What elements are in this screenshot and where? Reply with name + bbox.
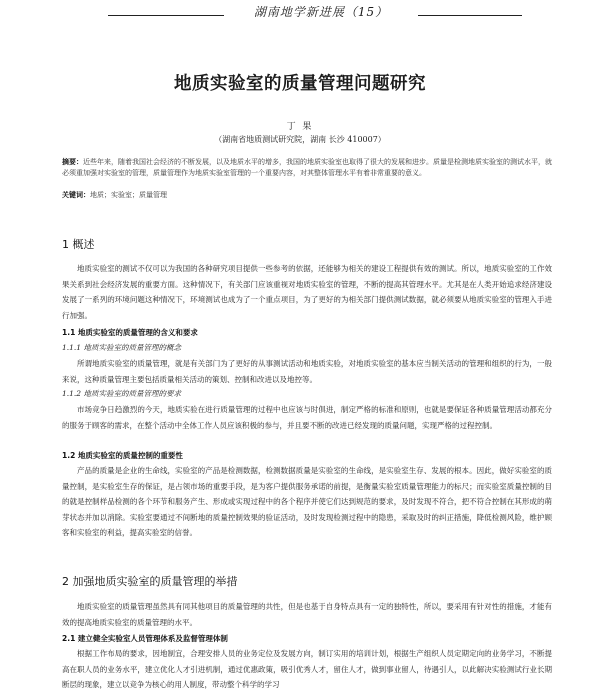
subsubsection-heading-1-1-1: 1.1.1 地质实验室的质量管理的概念 [62,343,181,352]
section-2-paragraph: 地质实验室的质量管理虽然具有同其他项目的质量管理的共性，但是也基于自身特点具有一定的独特性，所以，要采用有针对性的措施，才能有效的提高地质实验室的质量管理的水平。 [62,602,552,627]
abstract-text: 近些年来，随着我国社会经济的不断发展，以及地质水平的增多，我国的地质实验室也取得了很大的发展和进步。质量是检测地质实验室的测试水平，就必须重加强对实验室的管理，质量管理作为地质实验室管理的一个重要内容，对其整体管理水平有着非常重要的意义。 [62,158,552,177]
keywords-label: 关键词： [62,191,90,199]
subsubsection-heading-1-1-2: 1.1.2 地质实验室的质量管理的要求 [62,389,181,398]
header-rule-right [418,15,522,16]
subsection-1-2-paragraph: 产品的质量是企业的生命线，实验室的产品是检测数据，检测数据质量是实验室的生命线，是实验室生存、发展的根本。因此，做好实验室的质量控制，是实验室生存的保证，是占领市场的重要手段，是为客户提供服务承诺的前提，是衡量实验室质量管理能力的标尺；而实验室质量控制的目的就是控制样品检测的各个环节和服务产生、形成或实现过程中的各个程序并使它们达到规范的要求，及时发现不符合，把不符合控制在其形成的萌芽状态并加以消除。实验室要通过不间断地的质量控制效果的验证活动，及时发现检测过程中的隐患，采取及时的纠正措施，降低检测风险，维护顾客和实验室的利益，提高实验室的信誉。 [62,466,552,538]
abstract-label: 摘要： [62,158,83,166]
section-heading-2: 2 加强地质实验室的质量管理的举措 [62,575,238,588]
subsection-2-1-paragraph: 根据工作布局的要求，因地制宜，合理安排人员的业务定位及发展方向，制订实用的培训计划，根据生产组织人员定期定向的业务学习，不断提高在职人员的业务水平，建立优化人才引进机制，通过优惠政策，吸引优秀人才，留住人才，做到事业留人，待遇引人，以此解决实验测试行业长期断层的现象，建立以竞争为核心的用人制度，带动整个科学的学习 [62,649,552,690]
keywords-text: 地质；实验室；质量管理 [90,191,167,199]
author-name: 丁 果 [286,122,314,132]
author-affiliation: （湖南省地质测试研究院，湖南 长沙 410007） [214,135,386,144]
keywords [62,190,552,201]
section-heading-1: 1 概述 [62,238,95,251]
subsection-heading-1-1: 1.1 地质实验室的质量管理的含义和要求 [62,328,198,337]
running-header [0,0,600,22]
subsection-heading-1-2: 1.2 地质实验室的质量控制的重要性 [62,451,183,460]
journal-name: 湖南地学新进展（15） [253,5,389,19]
paper-title: 地质实验室的质量管理问题研究 [174,74,426,94]
header-rule-left [108,15,224,16]
abstract [62,157,552,179]
subsubsection-1-1-1-paragraph: 所谓地质实验室的质量管理，就是有关部门为了更好的从事测试活动和地质实验，对地质实验室的基本应当制关活动的管理和组织的行为，一般来说，这种质量管理主要包括质量相关活动的策划、控制和改进以及地控等。 [62,359,552,384]
subsubsection-1-1-2-paragraph: 市场竞争日趋激烈的今天，地质实验在进行质量管理的过程中也应该与时俱进，制定严格的标准和原则，也就是要保证各种质量管理活动都充分的服务于顾客的需求，在整个活动中全体工作人员应该积极的参与，并且要不断的改进已经发现的质量问题，实现严格的过程控制。 [62,405,552,430]
subsection-heading-2-1: 2.1 建立健全实验室人员管理体系及监督管理体制 [62,634,228,643]
section-1-paragraph: 地质实验室的测试不仅可以为我国的各种研究项目提供一些参考的依据，还能够为相关的建设工程提供有效的测试。所以，地质实验室的工作效果关系到社会经济发展的重要方面。这种情况下，有关部门应该重视对地质实验室的管理，不断的提高其管理水平。尤其是在人类开始追求经济建设发展了一系列的环境问题这种情况下，环境测试也成为了一个重点项目，为了更好的为相关部门提供测试数据，就必须要从地质实验室的管理入手进行加强。 [62,264,552,320]
